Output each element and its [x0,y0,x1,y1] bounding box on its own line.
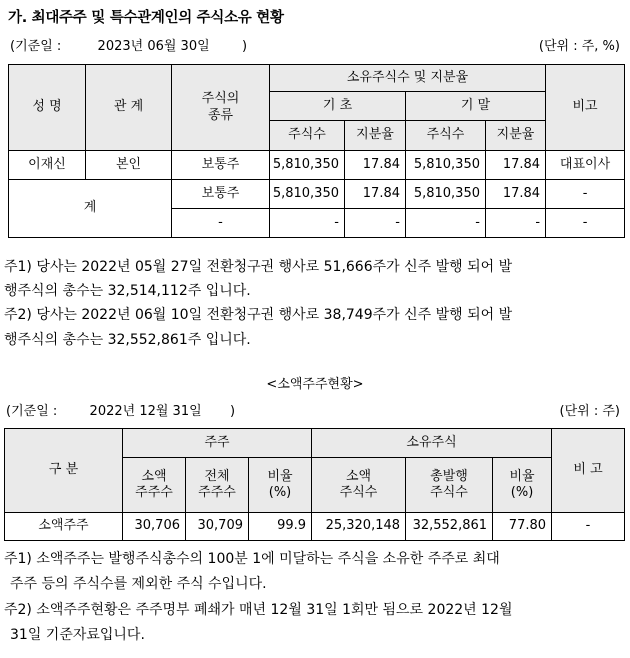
section-title: 가. 최대주주 및 특수관계인의 주식소유 현황 [8,10,284,26]
note-line: 31일 기준자료입니다. [10,627,145,643]
header-total-holders: 전체 주주수 [186,458,249,513]
header-shareholders: 주주 [123,429,312,458]
header-minority-holders: 소액 주주수 [123,458,186,513]
minority-shareholder-table [4,428,625,541]
cell-begin-ratio: 17.84 [345,151,406,180]
header-relation: 관 계 [86,65,172,151]
cell-total-issued: 32,552,861 [406,513,493,541]
header-total-issued: 총발행 주식수 [406,458,493,513]
cell-end-ratio: 17.84 [486,180,546,209]
cell-total-label: 계 [9,180,172,238]
unit-label: (단위 : 주, %) [538,39,620,54]
cell-type: - [172,209,270,238]
cell-minority-holders: 30,706 [123,513,186,541]
table-row [9,180,625,209]
table-row [9,151,625,180]
note-line: 주주 등의 주식수를 제외한 주식 수입니다. [10,576,267,592]
header-holdings: 소유주식수 및 지분율 [270,65,546,92]
minority-title: <소액주주현황> [266,377,364,392]
cell-end-ratio: - [486,209,546,238]
base-date-label: (기준일 : 2022년 12월 31일 ) [6,404,236,419]
cell-category: 소액주주 [5,513,123,541]
header-begin-shares: 주식수 [270,121,345,151]
base-date-label: (기준일 : 2023년 06월 30일 ) [10,39,248,54]
header-category: 구 분 [5,429,123,513]
header-shares-ratio: 비율 (%) [493,458,552,513]
note-line: 행주식의 총수는 32,514,112주 입니다. [4,283,251,299]
base-date: 2023년 06월 30일 [97,39,210,54]
header-end-ratio: 지분율 [486,121,546,151]
cell-note: - [546,180,625,209]
header-minority-shares: 소액 주식수 [312,458,406,513]
cell-minority-shares: 25,320,148 [312,513,406,541]
cell-note: 대표이사 [546,151,625,180]
header-name: 성 명 [9,65,86,151]
cell-begin-ratio: - [345,209,406,238]
cell-end-shares: - [406,209,486,238]
cell-begin-shares: 5,810,350 [270,180,345,209]
major-shareholder-table [8,64,625,238]
cell-end-shares: 5,810,350 [406,180,486,209]
cell-type: 보통주 [172,151,270,180]
cell-holders-ratio: 99.9 [249,513,312,541]
table-row [5,513,625,541]
header-note: 비고 [546,65,625,151]
note-line: 주2) 당사는 2022년 06월 10일 전환청구권 행사로 38,749주가 신주 발행 되어 발 [4,307,513,323]
header-end-shares: 주식수 [406,121,486,151]
header-begin: 기 초 [270,92,406,121]
header-end: 기 말 [406,92,546,121]
cell-total-holders: 30,709 [186,513,249,541]
cell-begin-shares: - [270,209,345,238]
cell-shares-ratio: 77.80 [493,513,552,541]
cell-name: 이재신 [9,151,86,180]
base-date: 2022년 12월 31일 [89,404,202,419]
cell-begin-ratio: 17.84 [345,180,406,209]
cell-type: 보통주 [172,180,270,209]
cell-note: - [546,209,625,238]
header-stock-type: 주식의 종류 [172,65,270,151]
note-line: 주1) 소액주주는 발행주식총수의 100분 1에 미달하는 주식을 소유한 주주로 최대 [4,551,500,567]
cell-begin-shares: 5,810,350 [270,151,345,180]
note-line: 주1) 당사는 2022년 05월 27일 전환청구권 행사로 51,666주가 신주 발행 되어 발 [4,259,513,275]
header-holders-ratio: 비율 (%) [249,458,312,513]
note-line: 주2) 소액주주현황은 주주명부 폐쇄가 매년 12월 31일 1회만 됨으로 2022년 12월 [4,602,513,618]
unit-label: (단위 : 주) [559,404,620,419]
header-note: 비 고 [552,429,625,513]
cell-note: - [552,513,625,541]
cell-end-ratio: 17.84 [486,151,546,180]
note-line: 행주식의 총수는 32,552,861주 입니다. [4,332,251,348]
cell-relation: 본인 [86,151,172,180]
header-holdings: 소유주식 [312,429,552,458]
cell-end-shares: 5,810,350 [406,151,486,180]
header-begin-ratio: 지분율 [345,121,406,151]
